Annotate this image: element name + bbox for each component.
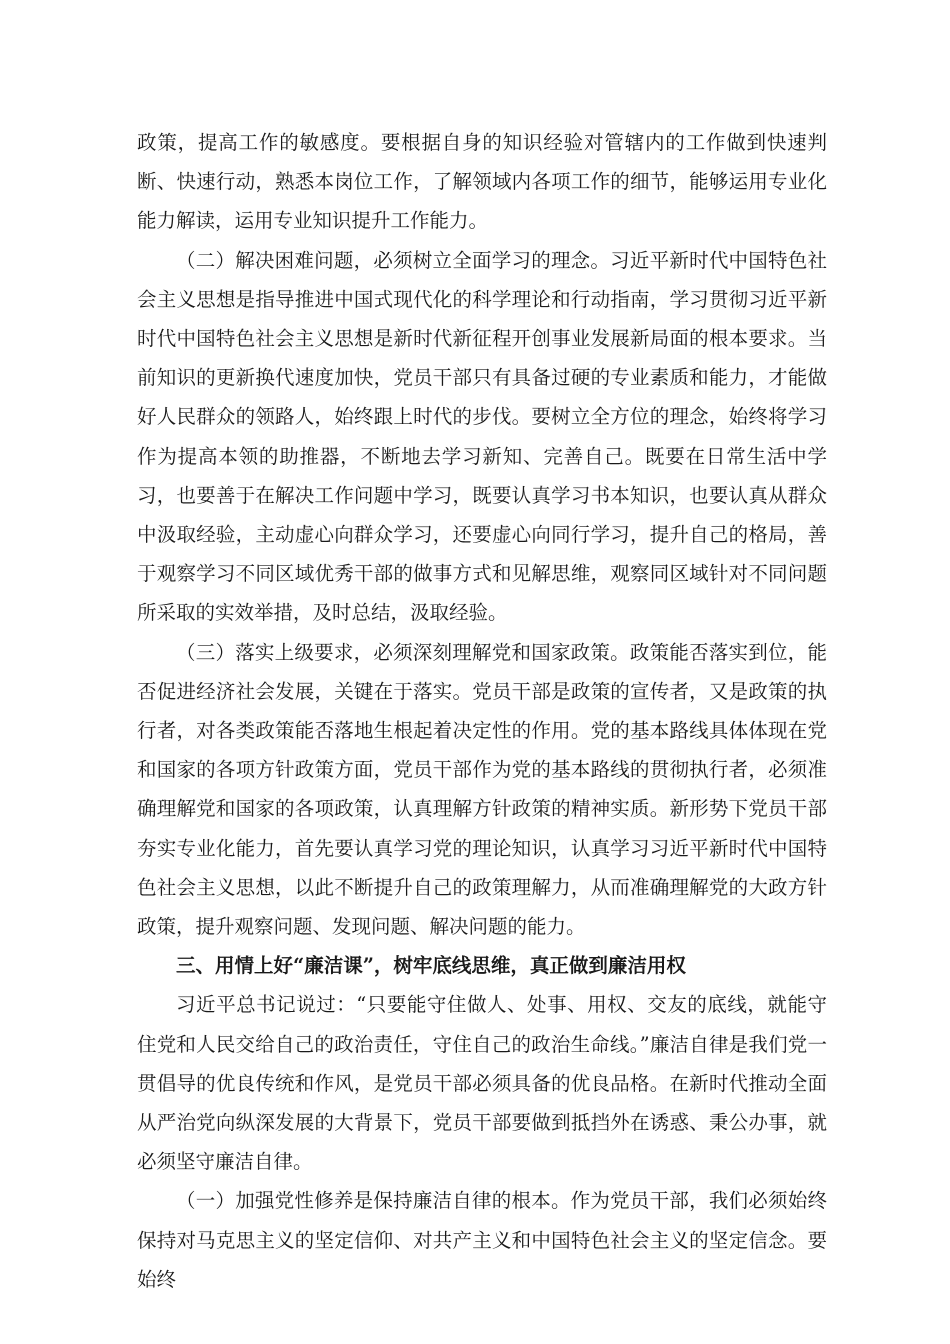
paragraph-quote: 习近平总书记说过：“只要能守住做人、处事、用权、交友的底线，就能守住党和人民交给自己的政治责任，守住自己的政治生命线。”廉洁自律是我们党一贯倡导的优良传统和作风，是党员干部必须具备的优良品格。在新时代推动全面从严治党向纵深发展的大背景下，党员干部要做到抵挡外在诱惑、秉公办事，就必须坚守廉洁自律。 [137,993,827,1174]
paragraph-subsection-1: （一）加强党性修养是保持廉洁自律的根本。作为党员干部，我们必须始终保持对马克思主义的坚定信仰、对共产主义和中国特色社会主义的坚定信念。要始终 [137,1189,827,1291]
paragraph-section-3: （三）落实上级要求，必须深刻理解党和国家政策。政策能否落实到位，能否促进经济社会发展，关键在于落实。党员干部是政策的宣传者，又是政策的执行者，对各类政策能否落地生根起着决定性的作用。党的基本路线具体体现在党和国家的各项方针政策方面，党员干部作为党的基本路线的贯彻执行者，必须准确理解党和国家的各项政策，认真理解方针政策的精神实质。新形势下党员干部夯实专业化能力，首先要认真学习党的理论知识，认真学习习近平新时代中国特色社会主义思想，以此不断提升自己的政策理解力，从而准确理解党的大政方针政策，提升观察问题、发现问题、解决问题的能力。 [137,640,827,939]
paragraph-section-2: （二）解决困难问题，必须树立全面学习的理念。习近平新时代中国特色社会主义思想是指导推进中国式现代化的科学理论和行动指南，学习贯彻习近平新时代中国特色社会主义思想是新时代新征程开创事业发展新局面的根本要求。当前知识的更新换代速度加快，党员干部只有具备过硬的专业素质和能力，才能做好人民群众的领路人，始终跟上时代的步伐。要树立全方位的理念，始终将学习作为提高本领的助推器，不断地去学习新知、完善自己。既要在日常生活中学习，也要善于在解决工作问题中学习，既要认真学习书本知识，也要认真从群众中汲取经验，主动虚心向群众学习，还要虚心向同行学习，提升自己的格局，善于观察学习不同区域优秀干部的做事方式和见解思维，观察同区域针对不同问题所采取的实效举措，及时总结，汲取经验。 [137,248,827,625]
section-heading-3: 三、用情上好“廉洁课”，树牢底线思维，真正做到廉洁用权 [176,954,686,978]
paragraph-continuation: 政策，提高工作的敏感度。要根据自身的知识经验对管辖内的工作做到快速判断、快速行动，熟悉本岗位工作，了解领域内各项工作的细节，能够运用专业化能力解读，运用专业知识提升工作能力。 [137,131,827,233]
body-text [137,123,827,1299]
